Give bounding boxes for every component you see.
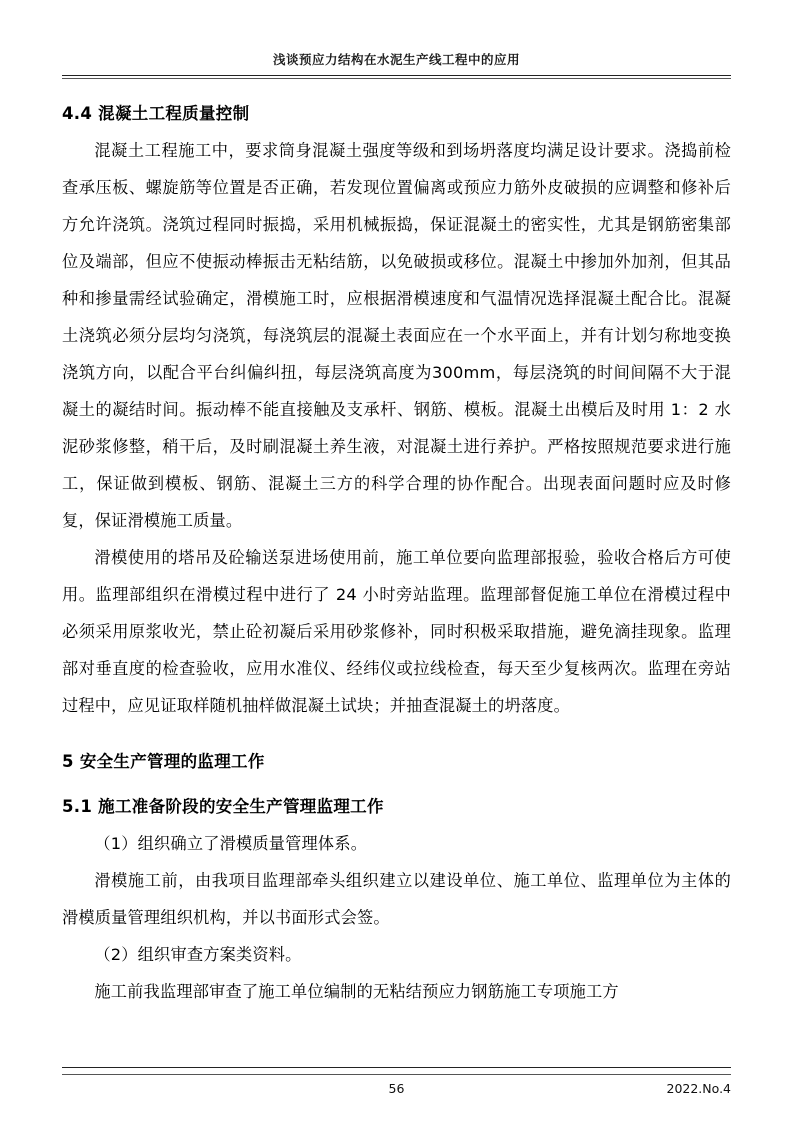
paragraph-4-4-2: 滑模使用的塔吊及砼输送泵进场使用前，施工单位要向监理部报验，验收合格后方可使用。监理部组织在滑模过程中进行了 24 小时旁站监理。监理部督促施工单位在滑模过程中必须采用原浆收光，禁止砼初凝后采用砂浆修补，同时积极采取措施，避免滴挂现象。监理部对垂直度的检查验收，应用水准仪、经纬仪或拉线检查，每天至少复核两次。监理在旁站过程中，应见证取样随机抽样做混凝土试块；并抽查混凝土的坍落度。 — [62, 548, 731, 715]
heading-4-4: 4.4 混凝土工程质量控制 — [62, 104, 250, 123]
paragraph-4-4-1: 混凝土工程施工中，要求筒身混凝土强度等级和到场坍落度均满足设计要求。浇捣前检查承压板、螺旋筋等位置是否正确，若发现位置偏离或预应力筋外皮破损的应调整和修补后方允许浇筑。浇筑过程同时振捣，采用机械振捣，保证混凝土的密实性，尤其是钢筋密集部位及端部，但应不使振动棒振击无粘结筋，以免破损或移位。混凝土中掺加外加剂，但其品种和掺量需经试验确定，滑模施工时，应根据滑模速度和气温情况选择混凝土配合比。混凝土浇筑必须分层均匀浇筑，每浇筑层的混凝土表面应在一个水平面上，并有计划匀称地变换浇筑方向，以配合平台纠偏纠扭，每层浇筑高度为300mm，每层浇筑的时间间隔不大于混凝土的凝结时间。振动棒不能直接触及支承杆、钢筋、模板。混凝土出模后及时用 1：2 水泥砂浆修整，稍干后，及时刷混凝土养生液，对混凝土进行养护。严格按照规范要求进行施工，保证做到模板、钢筋、混凝土三方的科学合理的协作配合。出现表面问题时应及时修复，保证滑模施工质量。 — [62, 141, 731, 530]
footer-rule-thin — [62, 1074, 731, 1075]
paragraph-5-1-3: （2）组织审查方案类资料。 — [94, 945, 302, 964]
page-number: 56 — [388, 1081, 405, 1096]
paragraph-5-1-4: 施工前我监理部审查了施工单位编制的无粘结预应力钢筋施工专项施工方 — [94, 982, 619, 1001]
paragraph-5-1-2: 滑模施工前，由我项目监理部牵头组织建立以建设单位、施工单位、监理单位为主体的滑模质量管理组织机构，并以书面形式会签。 — [62, 871, 731, 927]
running-head — [62, 50, 731, 79]
header-rule-thick — [62, 75, 731, 76]
footer-row — [62, 1081, 731, 1096]
page-footer — [62, 1067, 731, 1096]
header-rule-thin — [62, 78, 731, 79]
footer-rule-thick — [62, 1067, 731, 1068]
running-head-title: 浅谈预应力结构在水泥生产线工程中的应用 — [272, 52, 520, 67]
issue-label: 2022.No.4 — [666, 1081, 731, 1096]
heading-5-1: 5.1 施工准备阶段的安全生产管理监理工作 — [62, 797, 384, 816]
paragraph-5-1-1: （1）组织确立了滑模质量管理体系。 — [94, 834, 368, 853]
page-content — [62, 50, 731, 1010]
heading-5: 5 安全生产管理的监理工作 — [62, 752, 265, 771]
